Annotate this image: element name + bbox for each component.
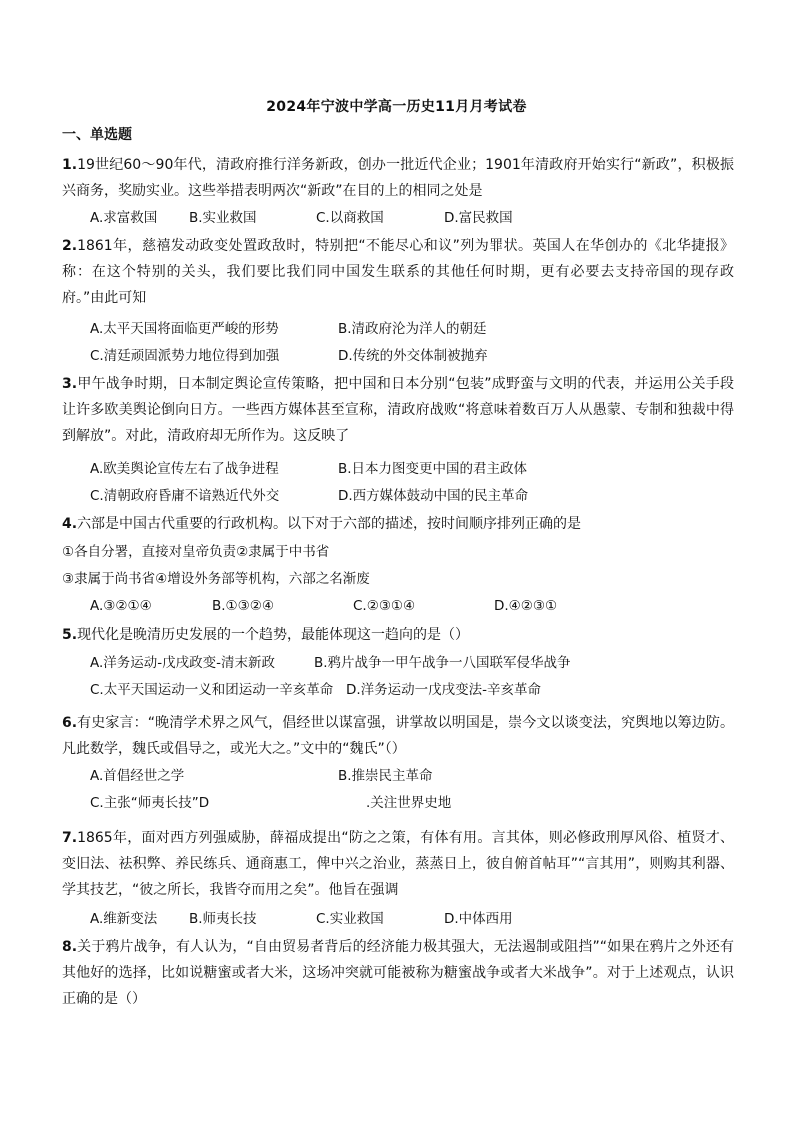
question-2-options-row1: [90, 316, 730, 342]
option-d[interactable]: D.洋务运动一戊戌变法-辛亥革命: [346, 682, 542, 698]
question-number: 5.: [62, 627, 78, 643]
question-1-options: [90, 205, 730, 231]
option-d[interactable]: D.西方媒体鼓动中国的民主革命: [338, 488, 529, 504]
option-c[interactable]: C.主张“师夷长技”D: [90, 795, 210, 811]
question-5-options-row2: [90, 677, 730, 703]
option-a[interactable]: A.首倡经世之学: [90, 768, 185, 784]
question-4: [62, 511, 734, 537]
question-text: 甲午战争时期，日本制定舆论宣传策略，把中国和日本分别“包装”成野蛮与文明的代表，并运用公关手段让许多欧美舆论倒向日方。一些西方媒体甚至宣称，清政府战败“将意味着数百万人从愚蒙、专制和独裁中得到解放”。对此，清政府却无所作为。这反映了: [62, 376, 734, 444]
section-heading: 一、单选题: [62, 127, 132, 143]
question-5: [62, 622, 734, 648]
question-number: 3.: [62, 376, 78, 392]
option-a[interactable]: A.欧美舆论宣传左右了战争进程: [90, 461, 279, 477]
question-1: [62, 152, 734, 204]
option-d[interactable]: .关注世界史地: [366, 795, 452, 811]
option-d[interactable]: D.富民救国: [444, 210, 513, 226]
option-a[interactable]: A.洋务运动-戊戌政变-清末新政: [90, 655, 276, 671]
question-3-options-row2: [90, 483, 730, 509]
question-3: [62, 371, 734, 449]
option-d[interactable]: D.④②③①: [494, 598, 558, 614]
question-6: [62, 710, 734, 762]
question-number: 6.: [62, 715, 78, 731]
question-5-options-row1: [90, 650, 730, 676]
question-number: 2.: [62, 238, 78, 254]
question-7-options: [90, 906, 730, 932]
question-4-line-1: ①各自分署，直接对皇帝负责②隶属于中书省: [62, 544, 330, 560]
question-number: 7.: [62, 830, 78, 846]
question-text: 1865年，面对西方列强威胁，薛福成提出“防之之策，有体有用。言其体，则必修政刑厚风俗、植贤才、变旧法、祛积弊、养民练兵、通商惠工，俾中兴之治业，蒸蒸日上，彼自俯首帖耳”“言其用”，则购其利器、学其技艺，“彼之所长，我皆夺而用之矣”。他旨在强调: [62, 830, 734, 898]
question-6-options-row1: [90, 763, 730, 789]
option-b[interactable]: B.①③②④: [212, 598, 274, 614]
option-b[interactable]: B.实业救国: [189, 210, 257, 226]
option-c[interactable]: C.清朝政府昏庸不谙熟近代外交: [90, 488, 280, 504]
question-4-line-2: ③隶属于尚书省④增设外务部等机构，六部之名渐废: [62, 571, 370, 587]
option-b[interactable]: B.清政府沦为洋人的朝廷: [338, 321, 487, 337]
option-b[interactable]: B.师夷长技: [189, 911, 257, 927]
option-a[interactable]: A.维新变法: [90, 911, 158, 927]
question-2-options-row2: [90, 343, 730, 369]
question-text: 有史家言：“晚清学术界之风气，倡经世以谋富强，讲掌故以明国是，崇今文以谈变法，究舆地以筹边防。凡此数学，魏氏或倡导之，或光大之。”文中的“魏氏”（）: [62, 715, 734, 757]
question-6-options-row2: [90, 790, 730, 816]
option-a[interactable]: A.太平天国将面临更严峻的形势: [90, 321, 279, 337]
question-text: 六部是中国古代重要的行政机构。以下对于六部的描述，按时间顺序排列正确的是: [77, 516, 582, 532]
question-3-options-row1: [90, 456, 730, 482]
page-title: 2024年宁波中学高一历史11月月考试卷: [266, 99, 527, 115]
question-text: 1861年，慈禧发动政变处置政敌时，特别把“不能尽心和议”列为罪状。英国人在华创办的《北华捷报》称：在这个特别的关头，我们要比我们同中国发生联系的其他任何时期，更有必要去支持帝国的现存政府。”由此可知: [62, 238, 734, 306]
question-number: 4.: [62, 516, 78, 532]
option-c[interactable]: C.太平天国运动一义和团运动一辛亥革命: [90, 682, 334, 698]
option-d[interactable]: D.传统的外交体制被抛弃: [338, 348, 488, 364]
question-text: 19世纪60～90年代，清政府推行洋务新政，创办一批近代企业；1901年清政府开始实行“新政”，积极振兴商务，奖励实业。这些举措表明两次“新政”在目的上的相同之处是: [62, 157, 734, 199]
question-4-options: [90, 593, 730, 619]
option-d[interactable]: D.中体西用: [444, 911, 513, 927]
option-b[interactable]: B.推崇民主革命: [338, 768, 433, 784]
option-c[interactable]: C.以商救国: [316, 210, 384, 226]
question-text: 关于鸦片战争，有人认为，“自由贸易者背后的经济能力极其强大，无法遏制或阻挡”“如果在鸦片之外还有其他好的选择，比如说糖蜜或者大米，这场冲突就可能被称为糖蜜战争或者大米战争”。对于上述观点，认识正确的是（）: [62, 939, 734, 1007]
option-a[interactable]: A.③②①④: [90, 598, 152, 614]
option-c[interactable]: C.清廷顽固派势力地位得到加强: [90, 348, 280, 364]
question-2: [62, 233, 734, 311]
question-8: [62, 934, 734, 1012]
option-a[interactable]: A.求富救国: [90, 210, 158, 226]
question-number: 1.: [62, 157, 78, 173]
question-number: 8.: [62, 939, 78, 955]
option-b[interactable]: B.日本力图变更中国的君主政体: [338, 461, 528, 477]
option-c[interactable]: C.实业救国: [316, 911, 384, 927]
option-c[interactable]: C.②③①④: [353, 598, 416, 614]
option-b[interactable]: B.鸦片战争一甲午战争一八国联军侵华战争: [314, 655, 571, 671]
question-text: 现代化是晚清历史发展的一个趋势，最能体现这一趋向的是（）: [77, 627, 470, 643]
question-7: [62, 825, 734, 903]
